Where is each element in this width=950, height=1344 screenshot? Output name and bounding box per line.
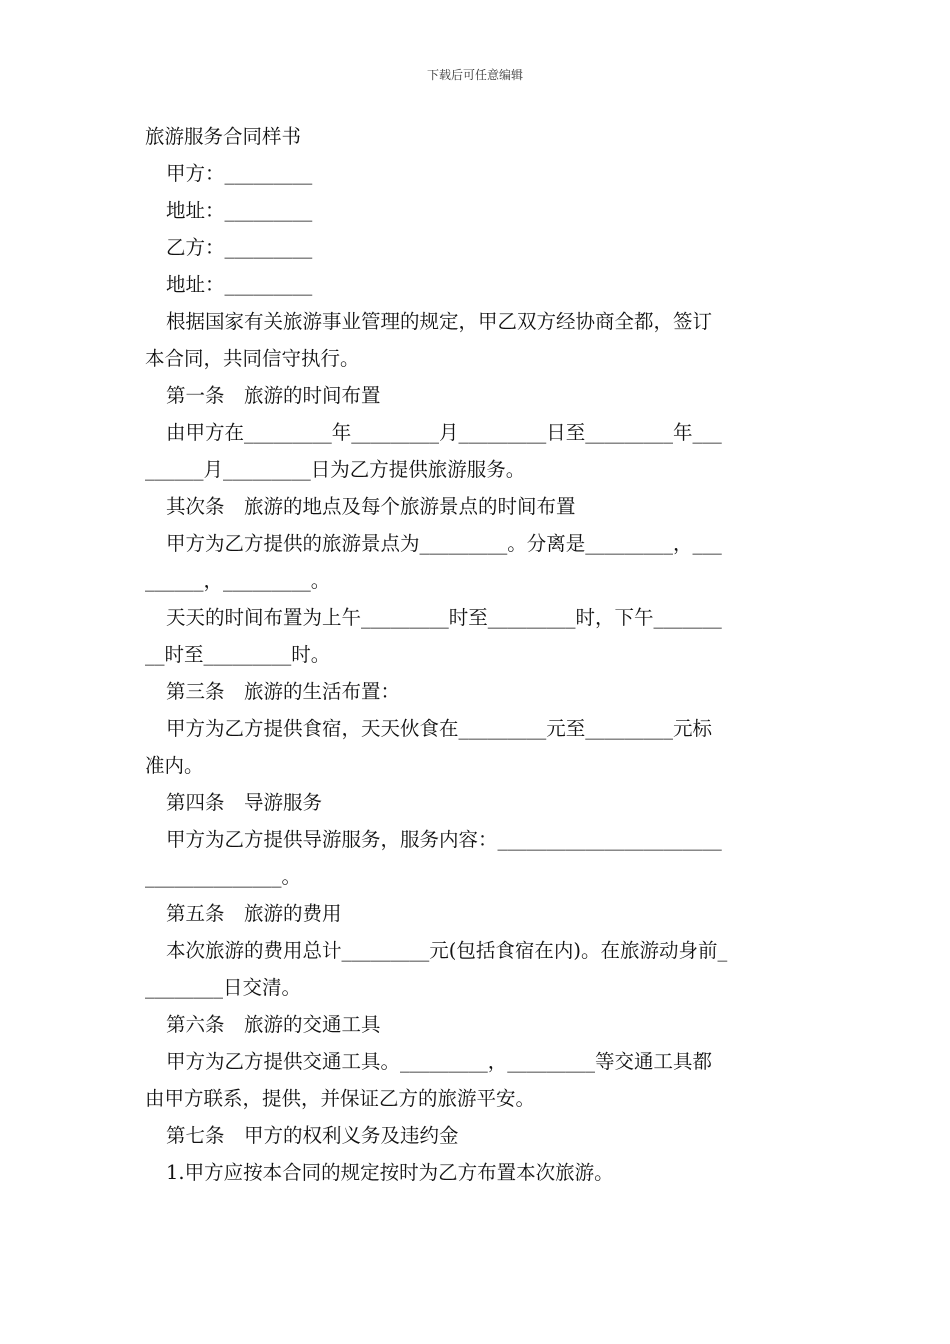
article-5-line-2: ________日交清。 (145, 976, 302, 999)
party-b-line: 乙方：_________ (166, 236, 313, 259)
article-1-line-1: 由甲方在_________年_________月_________日至_________年___ (166, 421, 722, 444)
article-2-line-3: 天天的时间布置为上午_________时至_________时，下午_______ (166, 606, 722, 629)
contract-title: 旅游服务合同样书 (145, 125, 302, 148)
article-1-title: 第一条 旅游的时间布置 (166, 384, 381, 407)
address-b-line: 地址：_________ (166, 273, 313, 296)
article-6-title: 第六条 旅游的交通工具 (166, 1013, 381, 1036)
article-4-title: 第四条 导游服务 (166, 791, 323, 814)
article-6-line-1: 甲方为乙方提供交通工具。_________，_________等交通工具都 (166, 1050, 713, 1073)
article-3-title: 第三条 旅游的生活布置： (166, 680, 401, 703)
article-2-title: 其次条 旅游的地点及每个旅游景点的时间布置 (166, 495, 576, 518)
article-5-title: 第五条 旅游的费用 (166, 902, 342, 925)
page-header-note: 下载后可任意编辑 (426, 68, 523, 82)
party-a-line: 甲方：_________ (166, 162, 313, 185)
article-7-line-1: 1.甲方应按本合同的规定按时为乙方布置本次旅游。 (166, 1161, 614, 1184)
article-3-line-1: 甲方为乙方提供食宿，天天伙食在_________元至_________元标 (166, 717, 713, 740)
article-6-line-2: 由甲方联系，提供，并保证乙方的旅游平安。 (145, 1087, 536, 1110)
address-a-line: 地址：_________ (166, 199, 313, 222)
article-4-line-2: ______________。 (145, 865, 302, 888)
article-3-line-2: 准内。 (145, 754, 204, 777)
article-4-line-1: 甲方为乙方提供导游服务，服务内容：_______________________ (166, 828, 722, 851)
intro-line-2: 本合同，共同信守执行。 (145, 347, 360, 370)
article-5-line-1: 本次旅游的费用总计_________元(包括食宿在内)。在旅游动身前_ (166, 939, 728, 962)
article-7-title: 第七条 甲方的权利义务及违约金 (166, 1124, 459, 1147)
article-2-line-4: __时至_________时。 (145, 643, 331, 666)
contract-body (145, 118, 807, 1191)
intro-line-1: 根据国家有关旅游事业管理的规定，甲乙双方经协商全都，签订 (166, 310, 713, 333)
article-2-line-1: 甲方为乙方提供的旅游景点为_________。分离是_________，___ (166, 532, 722, 555)
article-2-line-2: ______，_________。 (145, 569, 331, 592)
article-1-line-2: ______月_________日为乙方提供旅游服务。 (145, 458, 526, 481)
